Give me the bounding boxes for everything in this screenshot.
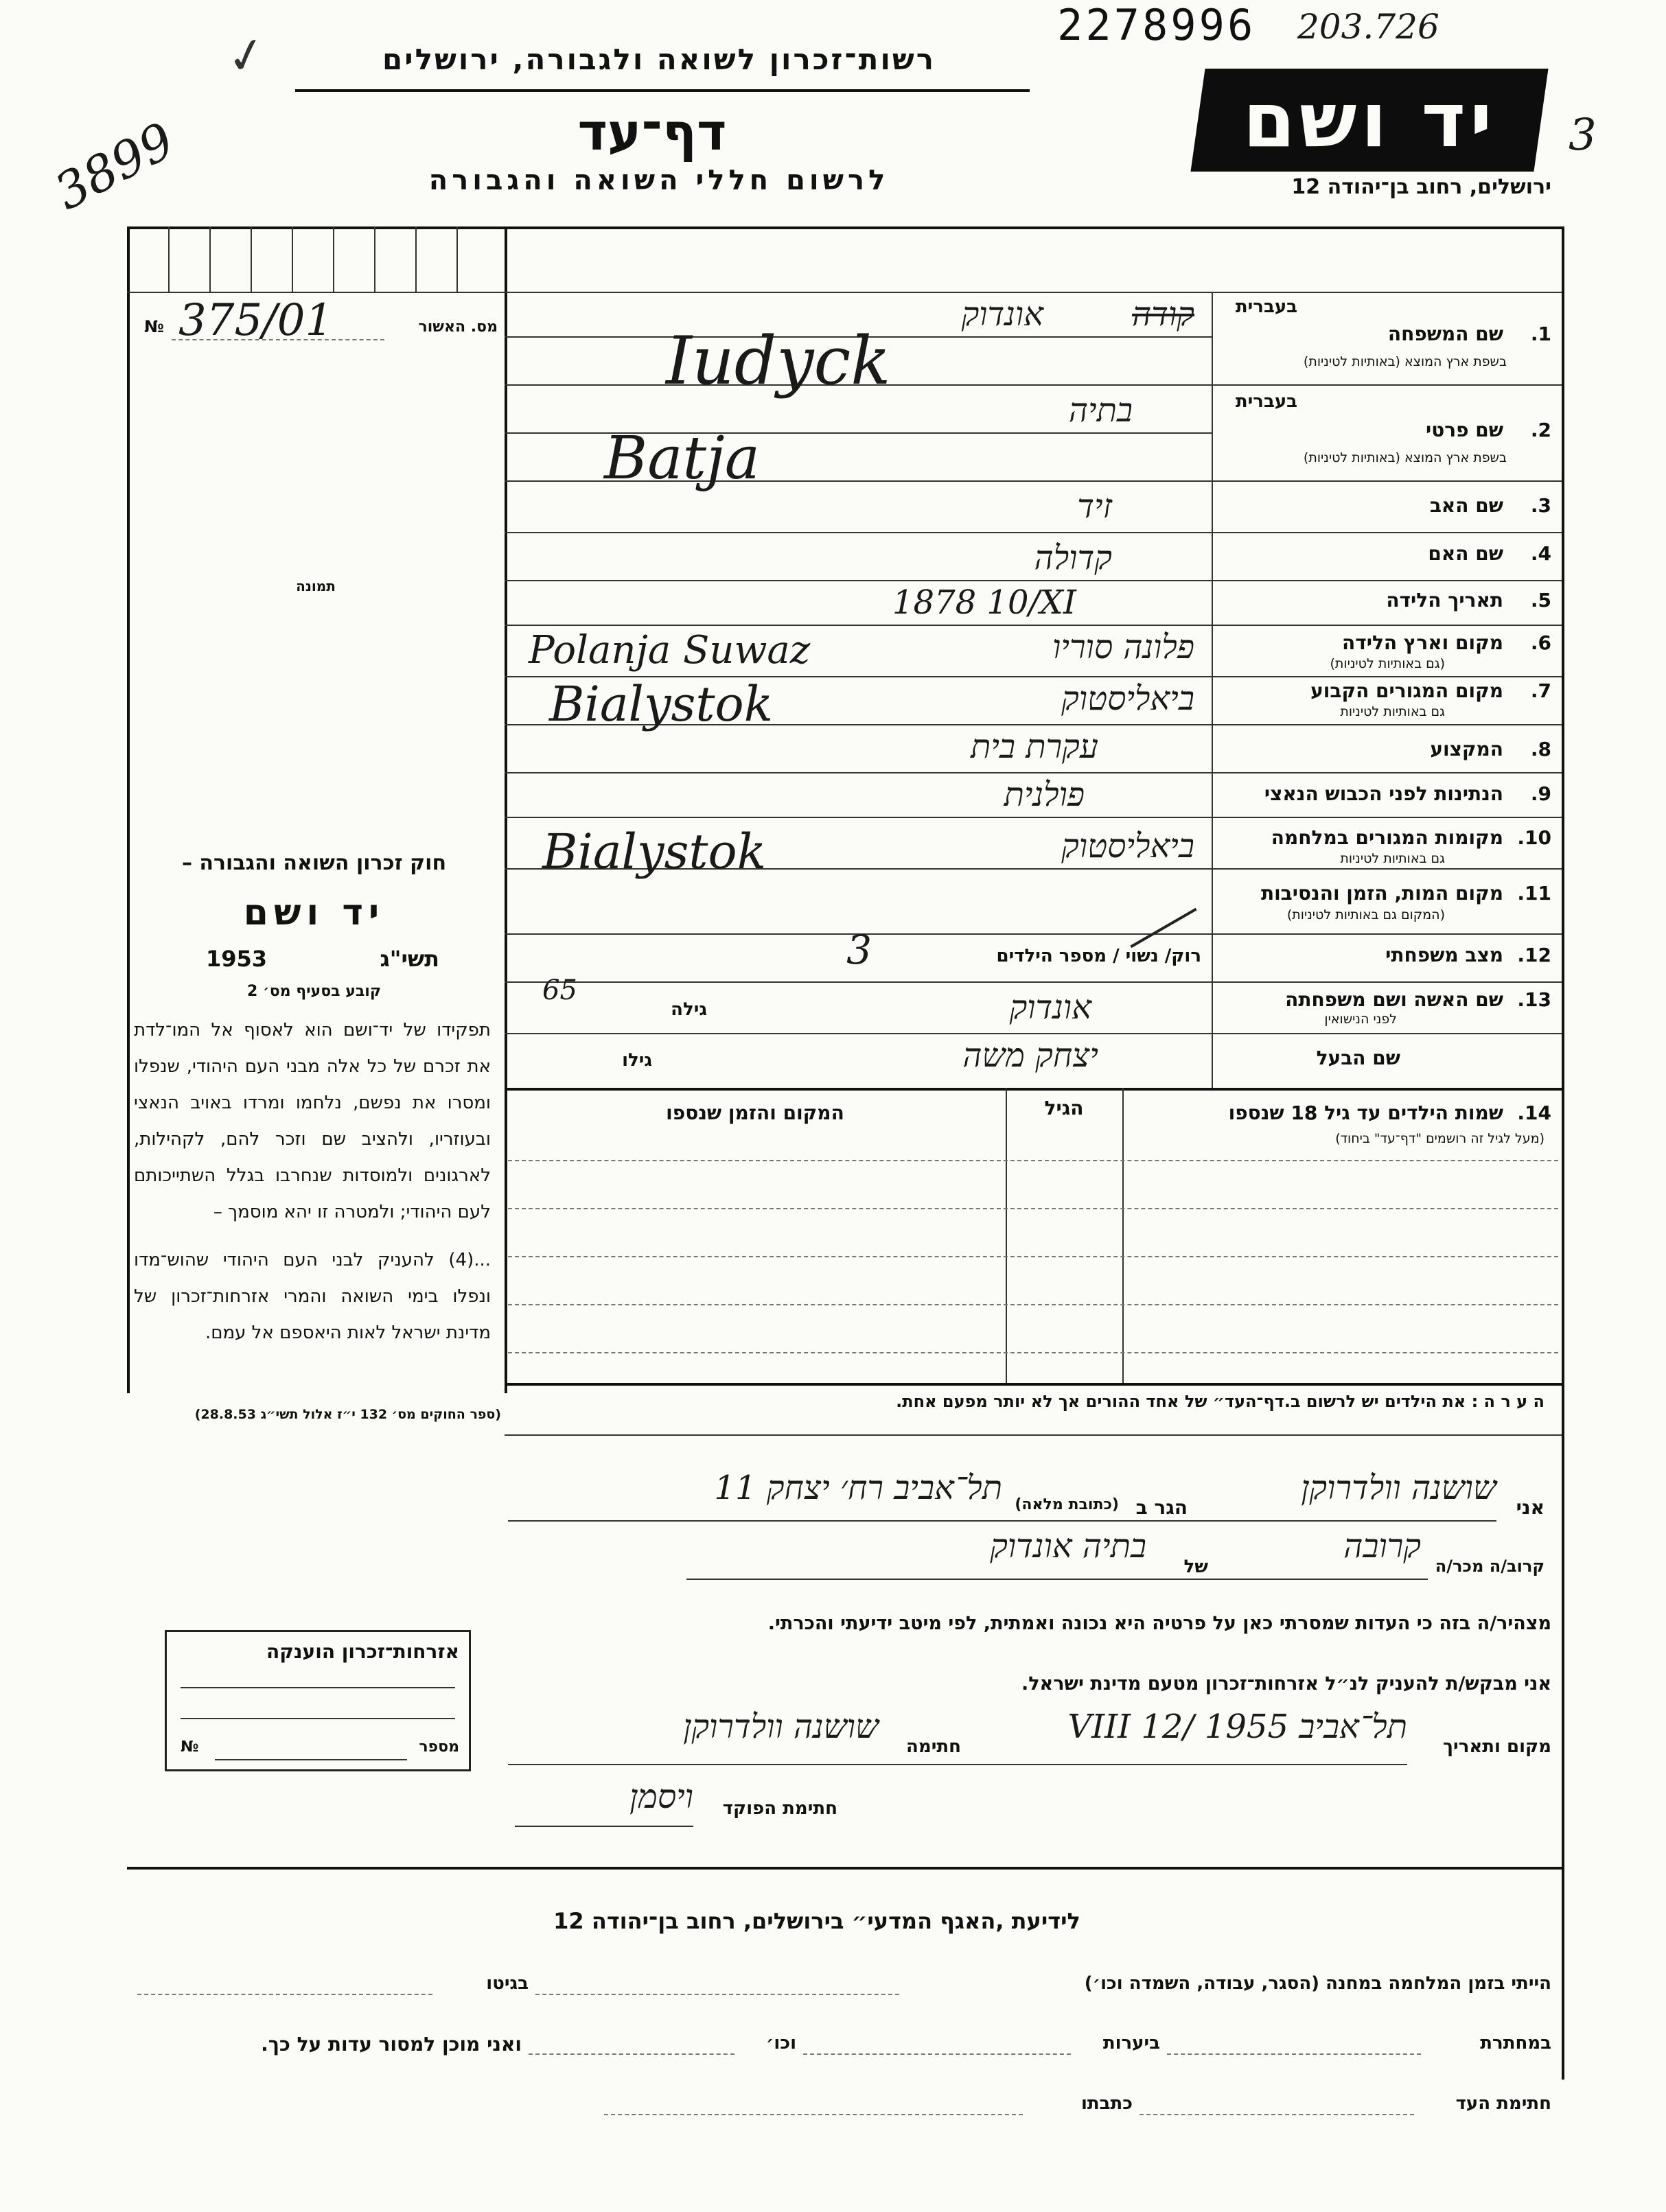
q12-options: רוק/ נשוי / מספר הילדים	[996, 946, 1201, 966]
q13-age-value: 65	[542, 975, 577, 1006]
institution-name: רשות־זכרון לשואה ולגבורה, ירושלים	[382, 43, 936, 76]
q10-sub: גם באותיות לטיניות	[1340, 851, 1445, 866]
q10-value-hebrew: ביאליסטוק	[1061, 827, 1194, 865]
q7-sub: גם באותיות לטיניות	[1340, 704, 1445, 719]
approval-number-sign: №	[144, 317, 164, 336]
q2-label: שם פרטי	[1425, 419, 1503, 441]
margin-number: 3899	[45, 110, 184, 222]
q7-label: מקום המגורים הקבוע	[1310, 679, 1503, 702]
q2-sub: בשפת ארץ המוצא (באותיות לטיניות)	[1303, 450, 1507, 465]
q13-label: שם האשה ושם משפחתה	[1285, 988, 1503, 1011]
q6-label: מקום וארץ הלידה	[1342, 631, 1503, 654]
footer-line3-a: חתימת העד	[1455, 2093, 1551, 2114]
q1-number: 1.	[1530, 323, 1551, 345]
q12-number: 12.	[1517, 944, 1551, 966]
q7-value-hebrew: ביאליסטוק	[1061, 679, 1194, 718]
q6-number: 6.	[1530, 631, 1551, 654]
yad-vashem-address: ירושלים, רחוב בן־יהודה 12	[1291, 175, 1551, 199]
pen-check-mark: ✓	[221, 23, 273, 88]
footer-line2-c: וכו׳	[765, 2033, 796, 2053]
q14-place-header: המקום והזמן שנספו	[666, 1102, 844, 1124]
law-clause: קובע בסעיף מס׳ 2	[246, 983, 382, 1000]
q13-value: אונדוק	[1009, 988, 1091, 1027]
q8-value: עקרת בית	[971, 727, 1098, 766]
law-year-hebrew: תשי"ג	[380, 946, 439, 972]
q14-age-header: הגיל	[1044, 1097, 1084, 1119]
citizenship-box-title: אזרחות־זכרון הוענקה	[266, 1640, 459, 1663]
q14-number: 14.	[1517, 1102, 1551, 1124]
q9-number: 9.	[1530, 782, 1551, 805]
footer-line2-a: במחתרת	[1480, 2033, 1551, 2053]
q5-label: תאריך הלידה	[1386, 589, 1503, 612]
q2-value-latin: Batja	[604, 424, 760, 493]
q12-value: 3	[846, 927, 872, 973]
q1-value-latin: Iudyck	[666, 323, 891, 399]
logo-text: יד ושם	[1242, 76, 1496, 164]
q1-sub: בשפת ארץ המוצא (באותיות לטיניות)	[1303, 354, 1507, 369]
decl-signature-label: חתימה	[906, 1736, 961, 1757]
law-clause-4: ...(4) להעניק לבני העם היהודי שהוש־מדו ונפלו בימי השואה והמרי אזרחות־זכרון של מדינת ישראל לאות היאספם אל עמם.	[134, 1250, 491, 1343]
footer-line1: הייתי בזמן המלחמה במחנה (הסגר, עבודה, השמדה וכו׳)	[1084, 1973, 1551, 1994]
decl-relation-label: קרוב/ה מכר/ה	[1435, 1557, 1544, 1576]
decl-of: של	[1183, 1557, 1208, 1577]
q10-value-latin: Bialystok	[542, 824, 767, 880]
decl-line1-prefix: אני	[1516, 1496, 1544, 1519]
yad-vashem-logo	[1190, 69, 1548, 172]
margin-mark: 3	[1569, 110, 1597, 161]
approval-number-value: 375/01	[178, 295, 334, 346]
q2-hebrew-tag: בעברית	[1235, 391, 1297, 412]
q13-husband-age-label: גילו	[622, 1050, 652, 1071]
q3-value: זיד	[1077, 487, 1112, 526]
form-subtitle: לרשום חללי השואה והגבורה	[428, 165, 890, 196]
q10-number: 10.	[1517, 826, 1551, 849]
q11-number: 11.	[1517, 882, 1551, 905]
q14-sub: (מעל לגיל זה רושמים "דף־עד" ביחוד)	[1335, 1131, 1544, 1146]
footer-heading: לידיעת ,האגף המדעי״ בירושלים, רחוב בן־יהודה 12	[553, 1908, 1080, 1934]
q1-value-hebrew: אונדוק	[961, 295, 1043, 334]
q13-husband-label: שם הבעל	[1316, 1047, 1400, 1069]
footer-line2-end: ואני מוכן למסור עדות על כך.	[261, 2033, 522, 2056]
q1-hebrew-tag: בעברית	[1235, 296, 1297, 317]
law-title: חוק זכרון השואה והגבורה –	[181, 851, 447, 875]
q6-value-hebrew: פלונה סוריו	[1052, 628, 1194, 666]
citizenship-number-label: מספר	[419, 1738, 459, 1756]
form-title: דף־עד	[577, 103, 727, 162]
q5-value: 1878 10/XI	[892, 583, 1076, 622]
q12-label: מצב משפחתי	[1385, 944, 1503, 966]
decl-of-value: בתיה אונדוק	[990, 1527, 1146, 1565]
decl-place-date: תל־אביב 1955 /12 VIII	[1067, 1708, 1407, 1746]
q14-label: שמות הילדים עד גיל 18 שנספו	[1228, 1102, 1503, 1124]
q13-number: 13.	[1517, 988, 1551, 1011]
q12-strike-mark	[1130, 908, 1196, 948]
law-reference: (ספר החוקים מס׳ 132 י״ז אלול תשי״ג 28.8.53)	[194, 1407, 501, 1422]
approval-number-label: מס. האשור	[418, 318, 498, 336]
decl-signature: שושנה וולדרוקן	[683, 1708, 879, 1746]
citizenship-number-sign: №	[181, 1738, 199, 1756]
q11-label: מקום המות, הזמן והנסיבות	[1260, 882, 1503, 905]
decl-line4: אני מבקש/ת להעניק לנ״ל אזרחות־זכרון מטעם מדינת ישראל.	[1021, 1673, 1551, 1695]
law-year: 1953	[206, 946, 268, 972]
decl-address-hint: (כתובת מלאה)	[1015, 1496, 1119, 1513]
q3-label: שם האב	[1429, 494, 1503, 517]
q13-sub: לפני הנישואין	[1324, 1012, 1397, 1027]
q1-value-struck: קודה	[1132, 295, 1194, 334]
q10-label: מקומות המגורים במלחמה	[1271, 826, 1503, 849]
q11-sub: (המקום גם באותיות לטיניות)	[1286, 907, 1445, 922]
officer-signature-label: חתימת הפוקד	[722, 1798, 837, 1819]
record-number: 2278996	[1057, 0, 1256, 50]
footer-line1-end: בגיטו	[486, 1973, 529, 1994]
q7-number: 7.	[1530, 679, 1551, 702]
law-text: תפקידו של יד־ושם הוא לאסוף אל המו־לדת את זכרם של כל אלה מבני העם היהודי, שנפלו ומסרו את נפשם, נלחמו ומרדו באויב הנאצי ובעוזריו, ולהציב שם וזכר להם, לקהילות, לארגונים ולמוסדות שנחרבו בגלל השתייכותם לעם היהודי; ולמטרה זו יהא מוסמך –	[134, 1020, 491, 1222]
q6-sub: (גם באותיות לטיניות)	[1330, 656, 1445, 671]
q1-label: שם המשפחה	[1387, 323, 1503, 345]
footer-line3-b: כתבתו	[1080, 2093, 1133, 2114]
q6-value-latin: Polanja Suwaz	[529, 628, 811, 673]
q4-label: שם האם	[1428, 542, 1503, 565]
decl-address: תל־אביב רח׳ יצחק 11	[714, 1469, 1002, 1507]
q9-value: פולנית	[1004, 776, 1085, 814]
q8-number: 8.	[1530, 738, 1551, 760]
decl-relation: קרובה	[1343, 1527, 1421, 1565]
q5-number: 5.	[1530, 589, 1551, 612]
children-note: ה ע ר ה : את הילדים יש לרשום ב.דף־העד״ של אחד ההורים אך לא יותר מפעם אחת.	[896, 1392, 1544, 1411]
q3-number: 3.	[1530, 494, 1551, 517]
q13-husband-value: יצחק משה	[962, 1036, 1098, 1075]
decl-line3: מצהיר/ה בזה כי העדות שמסרתי כאן על פרטיה היא נכונה ואמתית, לפי מיטב ידיעתי והכרתי.	[767, 1613, 1551, 1634]
photo-label: תמונה	[296, 578, 336, 594]
footer-line2-b: ביערות	[1102, 2033, 1160, 2053]
decl-place-date-label: מקום ותאריך	[1443, 1736, 1551, 1757]
q4-number: 4.	[1530, 542, 1551, 565]
q13-age-label: גילה	[671, 999, 707, 1020]
q2-number: 2.	[1530, 419, 1551, 441]
decl-address-label: הגר ב	[1135, 1496, 1188, 1519]
q9-label: הנתינות לפני הכבוש הנאצי	[1264, 782, 1503, 805]
record-suffix: 203.726	[1297, 7, 1439, 47]
q4-value: קדולה	[1034, 539, 1112, 577]
law-name: יד ושם	[243, 892, 385, 933]
q7-value-latin: Bialystok	[549, 676, 774, 732]
q2-value-hebrew: בתיה	[1068, 391, 1133, 430]
decl-name: שושנה וולדרוקן	[1301, 1469, 1496, 1507]
citizenship-box	[165, 1630, 471, 1771]
officer-signature: ויסמן	[629, 1778, 693, 1816]
q8-label: המקצוע	[1430, 738, 1503, 760]
